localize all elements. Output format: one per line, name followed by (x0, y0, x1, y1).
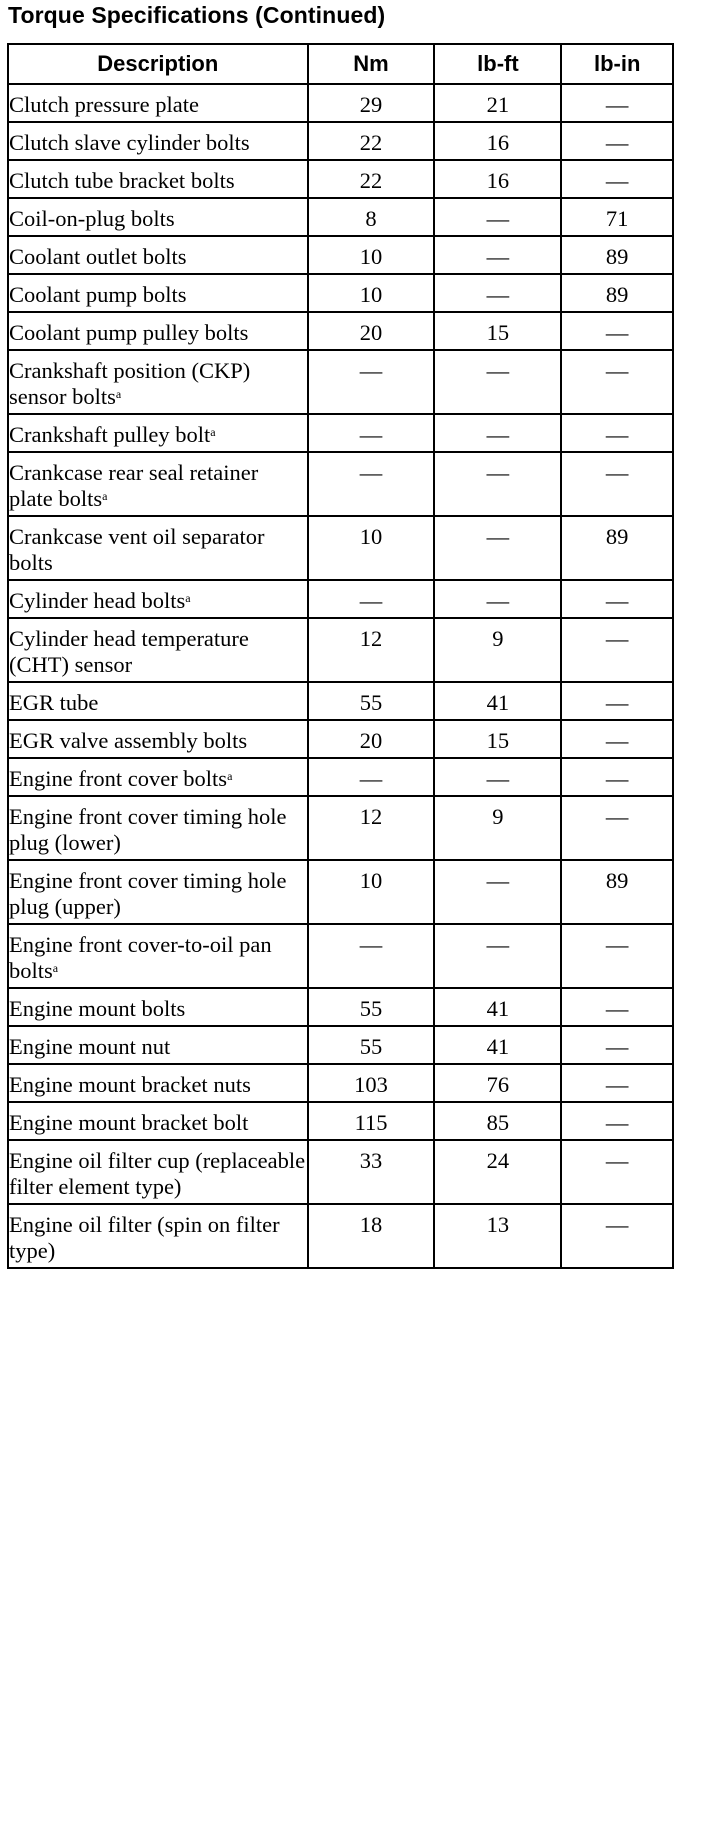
table-row (8, 452, 673, 516)
cell-nm: 55 (308, 1026, 435, 1064)
cell-lb-in: — (561, 924, 673, 988)
cell-lb-ft: 16 (434, 160, 561, 198)
cell-lb-in: — (561, 758, 673, 796)
cell-description (8, 796, 308, 860)
footnote-marker: a (210, 425, 216, 439)
description-text: Engine mount nut (9, 1034, 171, 1059)
cell-lb-ft: 85 (434, 1102, 561, 1140)
cell-lb-ft: 15 (434, 312, 561, 350)
cell-lb-ft: 41 (434, 988, 561, 1026)
cell-nm: 20 (308, 720, 435, 758)
cell-description (8, 452, 308, 516)
table-row (8, 1204, 673, 1268)
cell-nm: — (308, 414, 435, 452)
cell-lb-ft: 21 (434, 84, 561, 122)
cell-lb-ft: — (434, 274, 561, 312)
table-row (8, 84, 673, 122)
description-text: Clutch slave cylinder bolts (9, 130, 250, 155)
table-row (8, 682, 673, 720)
cell-description (8, 924, 308, 988)
description-text: Cylinder head temperature (CHT) sensor (9, 626, 249, 677)
cell-lb-ft: — (434, 758, 561, 796)
cell-nm: — (308, 758, 435, 796)
description-text: Engine mount bracket nuts (9, 1072, 251, 1097)
cell-lb-in: — (561, 682, 673, 720)
table-row (8, 312, 673, 350)
table-row (8, 1102, 673, 1140)
cell-nm: 103 (308, 1064, 435, 1102)
cell-lb-ft: — (434, 198, 561, 236)
cell-description (8, 274, 308, 312)
cell-nm: 12 (308, 796, 435, 860)
cell-description (8, 312, 308, 350)
cell-description (8, 580, 308, 618)
cell-nm: 10 (308, 516, 435, 580)
table-row (8, 988, 673, 1026)
cell-lb-ft: 76 (434, 1064, 561, 1102)
cell-nm: 29 (308, 84, 435, 122)
header-nm: Nm (308, 44, 435, 84)
cell-lb-ft: — (434, 580, 561, 618)
cell-lb-ft: 9 (434, 796, 561, 860)
description-text: Engine front cover bolts (9, 766, 228, 791)
table-body (8, 84, 673, 1268)
cell-lb-in: — (561, 312, 673, 350)
cell-description (8, 516, 308, 580)
cell-nm: 18 (308, 1204, 435, 1268)
cell-nm: 22 (308, 122, 435, 160)
cell-nm: 8 (308, 198, 435, 236)
cell-description (8, 618, 308, 682)
cell-lb-ft: — (434, 860, 561, 924)
cell-nm: — (308, 350, 435, 414)
cell-lb-in: — (561, 1204, 673, 1268)
description-text: Cylinder head bolts (9, 588, 186, 613)
footnote-marker: a (102, 489, 108, 503)
cell-nm: — (308, 924, 435, 988)
cell-nm: 115 (308, 1102, 435, 1140)
cell-description (8, 160, 308, 198)
footnote-marker: a (115, 387, 122, 401)
cell-lb-in: — (561, 720, 673, 758)
description-text: Engine front cover timing hole plug (upper) (9, 868, 287, 919)
cell-lb-in: 71 (561, 198, 673, 236)
cell-lb-in: — (561, 1064, 673, 1102)
cell-lb-in: — (561, 414, 673, 452)
table-row (8, 516, 673, 580)
cell-lb-ft: — (434, 452, 561, 516)
table-row (8, 1026, 673, 1064)
description-text: Crankshaft pulley bolt (9, 422, 211, 447)
cell-description (8, 1204, 308, 1268)
table-row (8, 758, 673, 796)
cell-lb-ft: 16 (434, 122, 561, 160)
cell-lb-ft: — (434, 236, 561, 274)
table-row (8, 1140, 673, 1204)
description-text: Coolant pump pulley bolts (9, 320, 249, 345)
cell-lb-ft: — (434, 924, 561, 988)
description-text: Engine mount bracket bolt (9, 1110, 249, 1135)
table-row (8, 796, 673, 860)
cell-lb-in: — (561, 350, 673, 414)
description-text: Engine front cover-to-oil pan bolts (9, 932, 272, 983)
footnote-marker: a (185, 591, 191, 605)
description-text: Clutch tube bracket bolts (9, 168, 235, 193)
description-text: Engine front cover timing hole plug (lower) (9, 804, 287, 855)
cell-lb-ft: 13 (434, 1204, 561, 1268)
table-row (8, 580, 673, 618)
cell-description (8, 236, 308, 274)
table-row (8, 1064, 673, 1102)
header-lb-in: lb-in (561, 44, 673, 84)
cell-description (8, 988, 308, 1026)
table-row (8, 350, 673, 414)
cell-lb-in: — (561, 1140, 673, 1204)
cell-nm: 10 (308, 236, 435, 274)
cell-lb-ft: 41 (434, 1026, 561, 1064)
cell-description (8, 1140, 308, 1204)
description-text: Coolant outlet bolts (9, 244, 187, 269)
cell-lb-ft: — (434, 516, 561, 580)
cell-lb-in: — (561, 988, 673, 1026)
description-text: EGR valve assembly bolts (9, 728, 248, 753)
description-text: Engine oil filter cup (replaceable filter element type) (9, 1148, 306, 1199)
header-lb-ft: lb-ft (434, 44, 561, 84)
cell-nm: — (308, 452, 435, 516)
cell-lb-in: — (561, 618, 673, 682)
table-row (8, 924, 673, 988)
cell-lb-in: 89 (561, 516, 673, 580)
cell-lb-ft: — (434, 350, 561, 414)
footnote-marker: a (227, 769, 233, 783)
footnote-marker: a (52, 961, 59, 975)
cell-nm: 10 (308, 274, 435, 312)
table-row (8, 122, 673, 160)
cell-nm: 20 (308, 312, 435, 350)
cell-lb-in: — (561, 84, 673, 122)
cell-lb-in: — (561, 122, 673, 160)
description-text: Coolant pump bolts (9, 282, 187, 307)
cell-description (8, 84, 308, 122)
description-text: Crankcase rear seal retainer plate bolts (9, 460, 259, 511)
cell-lb-in: — (561, 1102, 673, 1140)
cell-nm: — (308, 580, 435, 618)
table-row (8, 618, 673, 682)
description-text: Clutch pressure plate (9, 92, 199, 117)
cell-lb-in: — (561, 580, 673, 618)
cell-lb-in: — (561, 1026, 673, 1064)
cell-lb-in: — (561, 452, 673, 516)
cell-lb-in: — (561, 796, 673, 860)
table-row (8, 720, 673, 758)
cell-lb-in: 89 (561, 236, 673, 274)
table-row (8, 274, 673, 312)
cell-nm: 33 (308, 1140, 435, 1204)
cell-description (8, 1064, 308, 1102)
cell-description (8, 758, 308, 796)
cell-nm: 55 (308, 682, 435, 720)
table-row (8, 236, 673, 274)
cell-description (8, 1102, 308, 1140)
table-header-row (8, 44, 673, 84)
description-text: Engine mount bolts (9, 996, 186, 1021)
cell-lb-ft: 9 (434, 618, 561, 682)
header-description: Description (8, 44, 308, 84)
cell-lb-ft: 15 (434, 720, 561, 758)
cell-nm: 12 (308, 618, 435, 682)
cell-nm: 10 (308, 860, 435, 924)
description-text: Crankcase vent oil separator bolts (9, 524, 265, 575)
table-row (8, 198, 673, 236)
cell-lb-ft: — (434, 414, 561, 452)
table-row (8, 160, 673, 198)
cell-lb-in: 89 (561, 274, 673, 312)
cell-description (8, 198, 308, 236)
table-row (8, 414, 673, 452)
cell-lb-in: 89 (561, 860, 673, 924)
cell-nm: 55 (308, 988, 435, 1026)
description-text: EGR tube (9, 690, 99, 715)
cell-lb-ft: 41 (434, 682, 561, 720)
cell-lb-in: — (561, 160, 673, 198)
cell-description (8, 860, 308, 924)
description-text: Crankshaft position (CKP) sensor bolts (9, 358, 251, 409)
cell-description (8, 720, 308, 758)
cell-description (8, 122, 308, 160)
description-text: Engine oil filter (spin on filter type) (9, 1212, 280, 1263)
table-row (8, 860, 673, 924)
cell-lb-ft: 24 (434, 1140, 561, 1204)
page-title: Torque Specifications (Continued) (8, 2, 386, 28)
cell-description (8, 350, 308, 414)
cell-nm: 22 (308, 160, 435, 198)
description-text: Coil-on-plug bolts (9, 206, 175, 231)
torque-spec-table (7, 43, 674, 1269)
cell-description (8, 414, 308, 452)
cell-description (8, 1026, 308, 1064)
cell-description (8, 682, 308, 720)
